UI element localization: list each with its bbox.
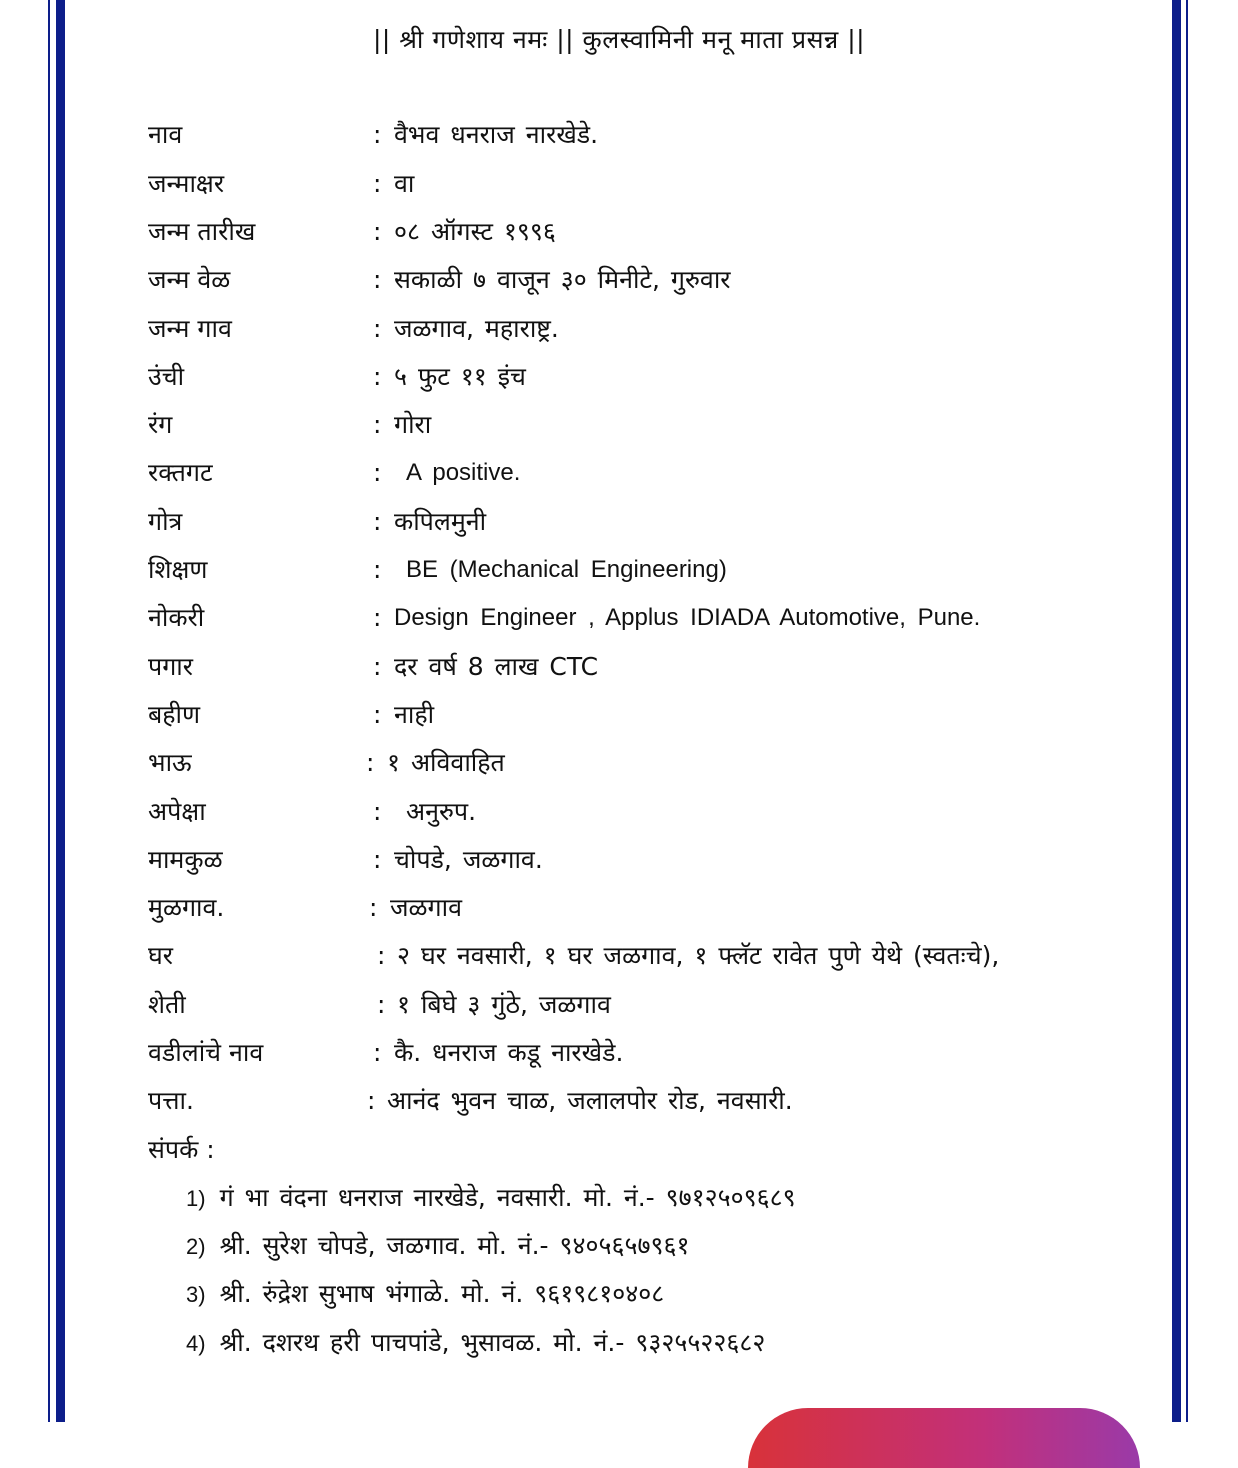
detail-row-sister	[0, 697, 1238, 745]
contact-item	[186, 1276, 664, 1313]
detail-colon: :	[373, 314, 382, 343]
detail-row-job	[0, 600, 1238, 648]
detail-value: जळगाव	[390, 893, 463, 922]
detail-label: पगार	[148, 652, 193, 681]
contact-item	[186, 1228, 690, 1265]
detail-colon: :	[373, 603, 382, 632]
contacts-heading: संपर्क :	[148, 1135, 215, 1164]
detail-label: गोत्र	[148, 507, 183, 536]
detail-colon: :	[373, 652, 382, 681]
detail-value: A positive.	[406, 459, 521, 486]
detail-colon: :	[373, 410, 382, 439]
detail-label: पत्ता.	[148, 1086, 194, 1115]
detail-colon: :	[373, 362, 382, 391]
detail-value: वैभव धनराज नारखेडे.	[394, 120, 599, 149]
detail-label: भाऊ	[148, 748, 192, 777]
contact-number: 2)	[186, 1234, 206, 1259]
detail-colon: :	[373, 845, 382, 874]
contact-item	[186, 1325, 765, 1362]
detail-row-education	[0, 552, 1238, 600]
detail-colon: :	[373, 169, 382, 198]
detail-value: वा	[394, 169, 415, 198]
detail-colon: :	[373, 797, 382, 826]
contact-text: श्री. रुंद्रेश सुभाष भंगाळे. मो. नं. ९६१९८१०४०८	[219, 1279, 665, 1308]
contact-text: गं भा वंदना धनराज नारखेडे, नवसारी. मो. नं.- ९७१२५०९६८९	[219, 1183, 796, 1212]
detail-colon: :	[373, 555, 382, 584]
contact-number: 3)	[186, 1282, 206, 1307]
detail-row-house	[0, 938, 1238, 986]
detail-row-birth-place	[0, 311, 1238, 359]
detail-row-expectation	[0, 794, 1238, 842]
detail-value: चोपडे, जळगाव.	[394, 845, 543, 874]
detail-row-birth-date	[0, 214, 1238, 262]
detail-row-address	[0, 1083, 1238, 1131]
detail-row-maternal-family	[0, 842, 1238, 890]
detail-value: ५ फुट ११ इंच	[394, 362, 526, 391]
detail-row-brother	[0, 745, 1238, 793]
contact-item	[186, 1180, 796, 1217]
detail-row-gotra	[0, 504, 1238, 552]
detail-label: शेती	[148, 990, 186, 1019]
detail-label: मुळगाव.	[148, 893, 225, 922]
detail-colon: :	[367, 1086, 376, 1115]
detail-row-blood-group	[0, 455, 1238, 503]
detail-colon: :	[373, 265, 382, 294]
detail-value: १ बिघे ३ गुंठे, जळगाव	[397, 990, 611, 1019]
contact-number: 1)	[186, 1186, 206, 1211]
detail-value: नाही	[394, 700, 435, 729]
detail-row-salary	[0, 649, 1238, 697]
contact-number: 4)	[186, 1331, 206, 1356]
detail-label: वडीलांचे नाव	[148, 1038, 264, 1067]
detail-colon: :	[373, 507, 382, 536]
detail-colon: :	[373, 700, 382, 729]
detail-value: अनुरुप.	[406, 797, 477, 826]
decorative-bottom-arc	[748, 1408, 1140, 1468]
detail-label: घर	[148, 941, 174, 970]
detail-row-birth-time	[0, 262, 1238, 310]
detail-row-farm	[0, 987, 1238, 1035]
detail-colon: :	[377, 990, 386, 1019]
detail-value: कपिलमुनी	[394, 507, 487, 536]
detail-value: BE (Mechanical Engineering)	[406, 556, 727, 583]
detail-colon: :	[373, 1038, 382, 1067]
detail-label: अपेक्षा	[148, 797, 206, 826]
detail-colon: :	[366, 748, 375, 777]
detail-colon: :	[373, 217, 382, 246]
detail-label: बहीण	[148, 700, 201, 729]
detail-row-height	[0, 359, 1238, 407]
detail-label: रक्तगट	[148, 458, 213, 487]
detail-colon: :	[373, 458, 382, 487]
detail-value: आनंद भुवन चाळ, जलालपोर रोड, नवसारी.	[387, 1086, 793, 1115]
detail-label: जन्माक्षर	[148, 169, 225, 198]
detail-value: ०८ ऑगस्ट १९९६	[394, 217, 556, 246]
detail-label: नाव	[148, 120, 183, 149]
detail-label: जन्म वेळ	[148, 265, 231, 294]
detail-label: मामकुळ	[148, 845, 223, 874]
detail-colon: :	[373, 120, 382, 149]
detail-value: गोरा	[394, 410, 432, 439]
detail-value: १ अविवाहित	[387, 748, 505, 777]
detail-label: रंग	[148, 410, 173, 439]
detail-colon: :	[369, 893, 378, 922]
detail-label: उंची	[148, 362, 185, 391]
detail-value: दर वर्ष 8 लाख CTC	[394, 652, 599, 681]
detail-value: जळगाव, महाराष्ट्र.	[394, 314, 559, 343]
detail-value: Design Engineer , Applus IDIADA Automotive, Pune.	[394, 604, 981, 631]
detail-value: कै. धनराज कडू नारखेडे.	[394, 1038, 624, 1067]
detail-value: २ घर नवसारी, १ घर जळगाव, १ फ्लॅट रावेत पुणे येथे (स्वतःचे),	[397, 941, 1000, 970]
contact-text: श्री. दशरथ हरी पाचपांडे, भुसावळ. मो. नं.- ९३२५५२२६८२	[219, 1328, 766, 1357]
detail-colon: :	[377, 941, 386, 970]
detail-row-native-place	[0, 890, 1238, 938]
detail-label: शिक्षण	[148, 555, 208, 584]
detail-row-complexion	[0, 407, 1238, 455]
detail-row-name	[0, 117, 1238, 165]
invocation-header: || श्री गणेशाय नमः || कुलस्वामिनी मनू माता प्रसन्न ||	[372, 25, 866, 54]
detail-label: नोकरी	[148, 603, 205, 632]
contact-text: श्री. सुरेश चोपडे, जळगाव. मो. नं.- ९४०५६५७९६१	[219, 1231, 690, 1260]
detail-label: जन्म गाव	[148, 314, 232, 343]
detail-label: जन्म तारीख	[148, 217, 256, 246]
detail-row-janmakshar	[0, 166, 1238, 214]
detail-value: सकाळी ७ वाजून ३० मिनीटे, गुरुवार	[394, 265, 731, 294]
detail-row-father-name	[0, 1035, 1238, 1083]
